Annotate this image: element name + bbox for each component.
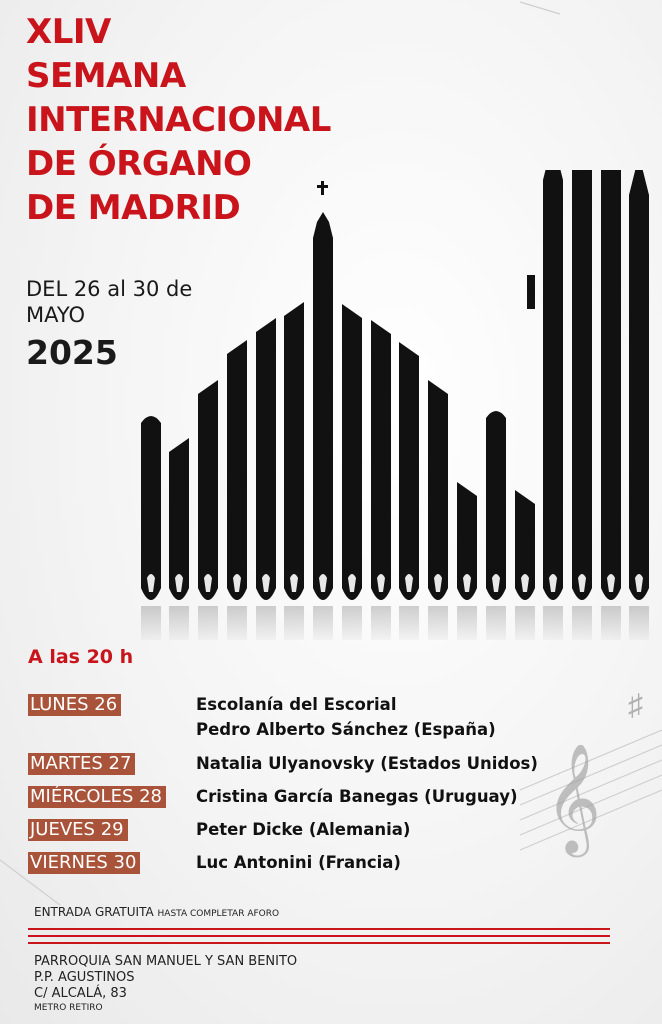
divider-line xyxy=(28,928,610,930)
pipe-reflection xyxy=(342,606,362,640)
pipe-reflection xyxy=(169,606,189,640)
venue-metro: METRO RETIRO xyxy=(34,1003,103,1013)
title-line: DE MADRID xyxy=(26,188,241,228)
performer: Peter Dicke (Alemania) xyxy=(196,820,411,839)
pipe-reflection xyxy=(399,606,419,640)
performer: Cristina García Banegas (Uruguay) xyxy=(196,787,518,806)
cross-icon xyxy=(317,181,328,195)
venue-address: C/ ALCALÁ, 83 xyxy=(34,986,127,1001)
pipe-reflection xyxy=(543,606,563,640)
pipe-reflection xyxy=(515,606,535,640)
organ-pipe xyxy=(256,318,276,600)
day-badge: JUEVES 29 xyxy=(28,819,128,841)
day-badge: MARTES 27 xyxy=(28,753,135,775)
performer: Luc Antonini (Francia) xyxy=(196,853,401,872)
organ-pipe xyxy=(227,340,247,600)
organ-pipe xyxy=(601,170,621,600)
pipe-reflection xyxy=(428,606,448,640)
pipe-reflection xyxy=(629,606,649,640)
day-badge: LUNES 26 xyxy=(28,694,121,716)
dates-year: 2025 xyxy=(26,333,118,372)
pipe-bracket xyxy=(527,275,535,309)
organ-pipe xyxy=(572,170,592,600)
venue-info xyxy=(34,954,297,1014)
organ-pipe xyxy=(399,342,419,600)
sharp-icon: ♯ xyxy=(628,689,643,722)
organ-pipe xyxy=(198,380,218,600)
day-badge: MIÉRCOLES 28 xyxy=(28,786,166,808)
treble-clef-icon: 𝄞 xyxy=(545,745,602,851)
day-badge: VIERNES 30 xyxy=(28,852,140,874)
organ-pipe xyxy=(371,320,391,600)
performer: Pedro Alberto Sánchez (España) xyxy=(196,720,496,739)
divider-line xyxy=(28,935,610,937)
performer: Escolanía del Escorial xyxy=(196,695,397,714)
pipe-reflection xyxy=(141,606,161,640)
pipe-reflection xyxy=(572,606,592,640)
organ-pipe xyxy=(428,380,448,600)
entry-capacity: HASTA COMPLETAR AFORO xyxy=(157,909,280,919)
pipe-reflection xyxy=(284,606,304,640)
venue-line: P.P. AGUSTINOS xyxy=(34,970,135,985)
title-line: SEMANA xyxy=(26,56,186,96)
organ-pipes-illustration xyxy=(0,170,662,640)
dates-line: DEL 26 al 30 de xyxy=(26,277,193,301)
pipe-reflection xyxy=(601,606,621,640)
organ-pipe xyxy=(543,170,563,600)
pipe-reflection xyxy=(256,606,276,640)
divider-line xyxy=(28,942,610,944)
pipe-reflection xyxy=(313,606,333,640)
organ-pipe xyxy=(629,170,649,600)
title-line: DE ÓRGANO xyxy=(26,144,252,184)
organ-pipe xyxy=(342,304,362,600)
organ-pipe xyxy=(313,212,333,600)
entry-free: ENTRADA GRATUITA xyxy=(34,905,154,919)
pipe-reflection xyxy=(371,606,391,640)
entry-note xyxy=(34,905,279,919)
dates-month: MAYO xyxy=(26,303,86,327)
performer: Natalia Ulyanovsky (Estados Unidos) xyxy=(196,754,538,773)
organ-pipe xyxy=(141,416,161,600)
pipe-reflection xyxy=(486,606,506,640)
organ-pipe xyxy=(284,302,304,600)
title-line: XLIV xyxy=(26,12,111,52)
pipe-reflection xyxy=(198,606,218,640)
venue-name: PARROQUIA SAN MANUEL Y SAN BENITO xyxy=(34,954,298,969)
start-time: A las 20 h xyxy=(28,646,134,668)
pipe-reflection xyxy=(227,606,247,640)
organ-pipe xyxy=(486,411,506,600)
title-line: INTERNACIONAL xyxy=(26,100,331,140)
pipe-reflection xyxy=(457,606,477,640)
